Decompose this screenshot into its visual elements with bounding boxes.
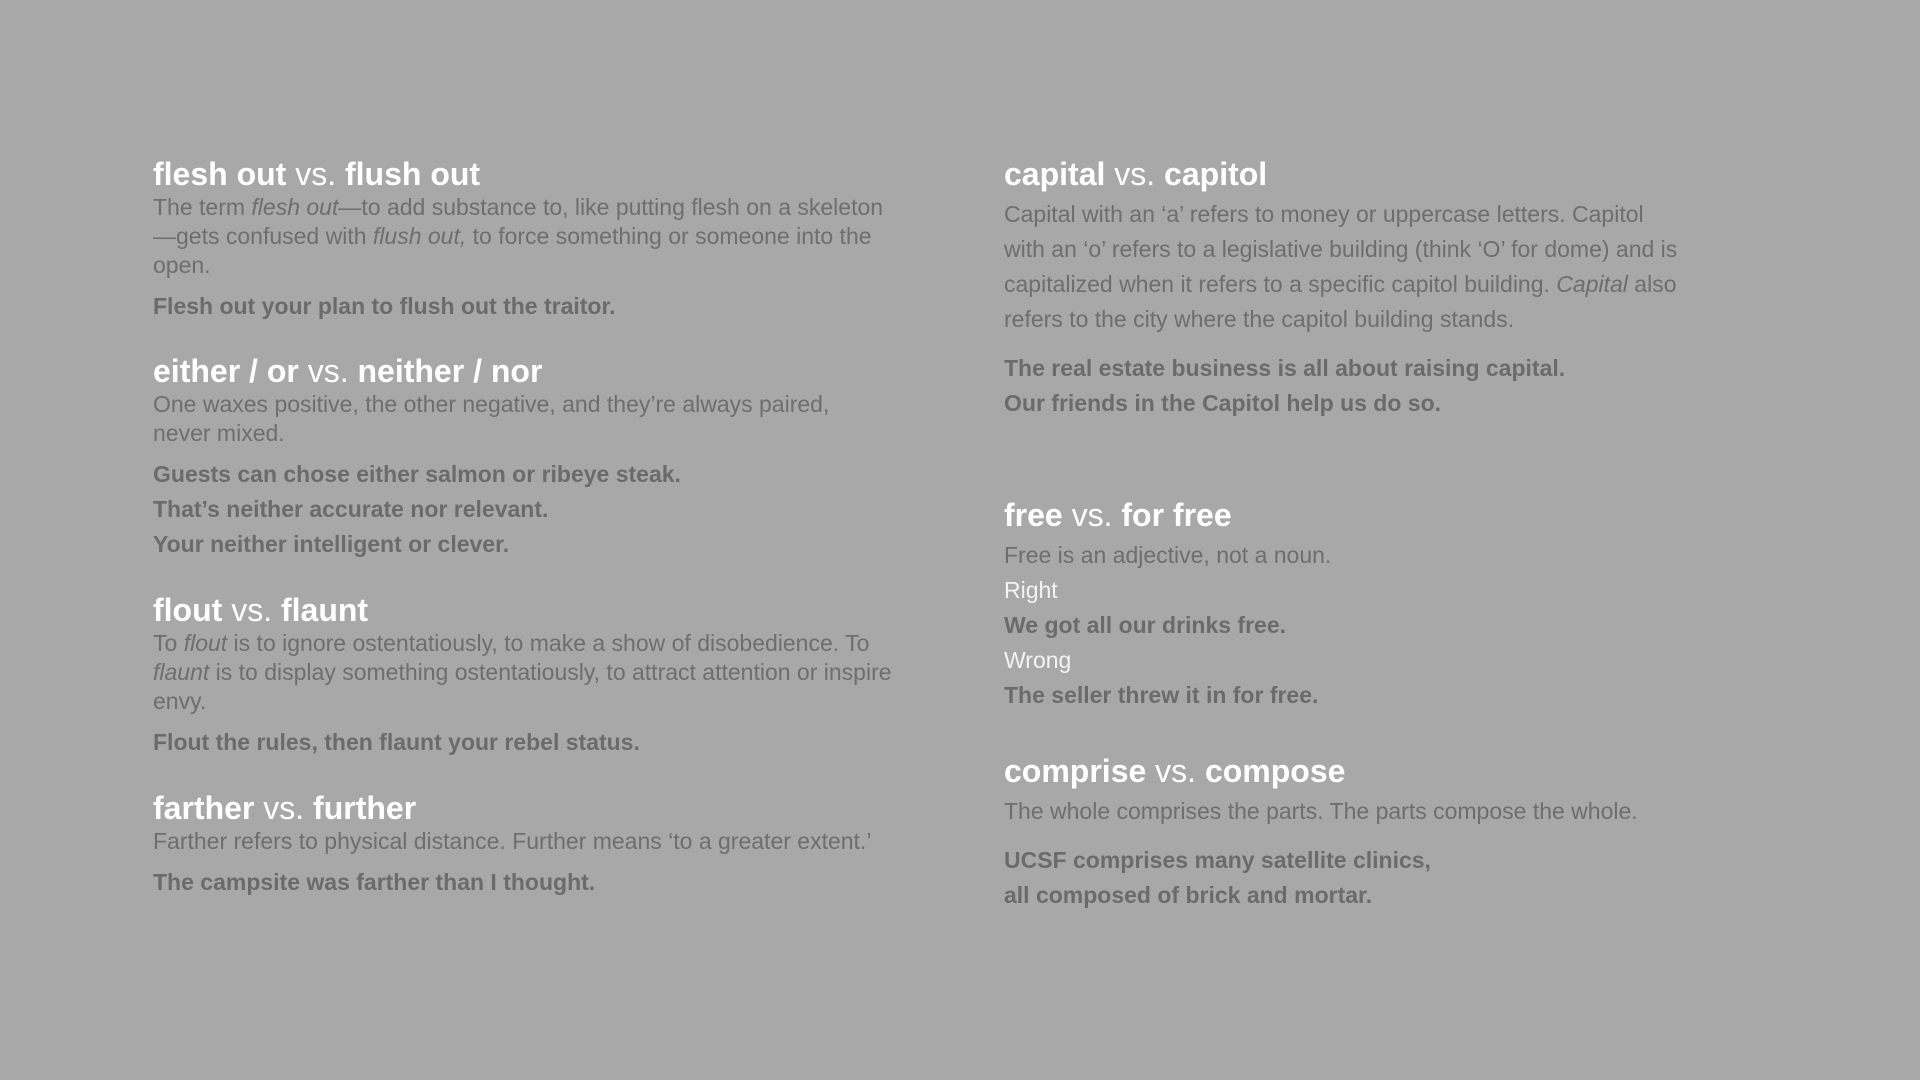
term-b: capitol	[1164, 156, 1268, 192]
entry-flout	[153, 591, 893, 760]
desc-text: also refers to the city where the capitol building stands.	[1004, 271, 1677, 332]
term-b: flush out	[345, 156, 481, 192]
entry-either-or	[153, 352, 893, 562]
term-a: comprise	[1004, 753, 1147, 789]
entry-farther	[153, 789, 893, 900]
term-b: flaunt	[280, 592, 369, 628]
entry-description	[153, 629, 893, 716]
entry-description	[1004, 538, 1744, 573]
term-b: further	[313, 790, 417, 826]
wrong-label: Wrong	[1004, 647, 1072, 673]
example-list	[153, 725, 893, 760]
example-list	[153, 865, 893, 900]
example-list	[153, 457, 893, 562]
entry-capital	[1004, 155, 1744, 421]
term-b: for free	[1121, 497, 1232, 533]
entry-comprise	[1004, 752, 1744, 913]
desc-italic: flout	[183, 630, 228, 656]
desc-text: Farther refers to physical distance. Further means ‘to a greater extent.’	[153, 828, 872, 854]
term-a: farther	[153, 790, 255, 826]
entry-flesh-out	[153, 155, 893, 324]
desc-text: is to display something ostentatiously, to attract attention or inspire envy.	[153, 659, 892, 714]
desc-text: Capital with an ‘a’ refers to money or uppercase letters. Capitol with an ‘o’ refers to a legislative building (think ‘O’ for dome) and is capitalized when it refers to a specific capitol building.	[1004, 201, 1678, 297]
example-sentence: Your neither intelligent or clever.	[153, 531, 510, 557]
entry-description	[1004, 794, 1744, 829]
vs-label: vs.	[295, 156, 337, 192]
entry-heading	[1004, 752, 1744, 790]
example-sentence: Flesh out your plan to flush out the traitor.	[153, 293, 616, 319]
entry-description	[1004, 197, 1684, 337]
entry-heading	[153, 352, 893, 390]
vs-label: vs.	[1155, 753, 1197, 789]
example-sentence: The campsite was farther than I thought.	[153, 869, 596, 895]
term-a: flesh out	[153, 156, 287, 192]
vs-label: vs.	[263, 790, 305, 826]
example-list	[153, 289, 893, 324]
entry-heading	[1004, 155, 1744, 193]
vs-label: vs.	[231, 592, 273, 628]
vs-label: vs.	[1071, 497, 1113, 533]
vs-label: vs.	[1114, 156, 1156, 192]
wrong-example: The seller threw it in for free.	[1004, 682, 1319, 708]
desc-italic: Capital	[1556, 271, 1628, 297]
desc-text: is to ignore ostentatiously, to make a show of disobedience. To	[227, 630, 870, 656]
desc-italic: flush out,	[372, 223, 467, 249]
desc-text: The term	[153, 194, 252, 220]
desc-text: Free is an adjective, not a noun.	[1004, 542, 1332, 568]
desc-text: —to add substance to, like putting flesh on a skeleton—gets confused with	[153, 194, 884, 249]
term-a: capital	[1004, 156, 1106, 192]
entry-description	[153, 390, 893, 448]
desc-text: The whole comprises the parts. The parts compose the whole.	[1004, 798, 1638, 824]
desc-text: To	[153, 630, 184, 656]
entry-heading	[153, 591, 893, 629]
desc-italic: flaunt	[153, 659, 210, 685]
example-sentence: The real estate business is all about raising capital.	[1004, 355, 1566, 381]
example-list	[1004, 843, 1744, 913]
example-sentence: Our friends in the Capitol help us do so.	[1004, 390, 1442, 416]
entry-heading	[153, 155, 893, 193]
right-label: Right	[1004, 577, 1058, 603]
term-a: flout	[153, 592, 223, 628]
entry-description	[153, 193, 893, 280]
desc-text: to force something or someone into the open.	[153, 223, 872, 278]
example-sentence: That’s neither accurate nor relevant.	[153, 496, 549, 522]
desc-italic: flesh out	[251, 194, 339, 220]
term-b: neither / nor	[357, 353, 543, 389]
example-sentence: all composed of brick and mortar.	[1004, 882, 1373, 908]
entry-free	[1004, 496, 1744, 713]
example-list	[1004, 351, 1744, 421]
example-sentence: Guests can chose either salmon or ribeye steak.	[153, 461, 681, 487]
entry-heading	[153, 789, 893, 827]
term-b: compose	[1204, 753, 1346, 789]
term-a: either / or	[153, 353, 299, 389]
entry-heading	[1004, 496, 1744, 534]
right-example: We got all our drinks free.	[1004, 612, 1287, 638]
vs-label: vs.	[307, 353, 349, 389]
entry-description	[153, 827, 893, 856]
example-sentence: Flout the rules, then flaunt your rebel status.	[153, 729, 640, 755]
desc-text: One waxes positive, the other negative, and they’re always paired, never mixed.	[153, 391, 830, 446]
example-sentence: UCSF comprises many satellite clinics,	[1004, 847, 1431, 873]
term-a: free	[1004, 497, 1063, 533]
